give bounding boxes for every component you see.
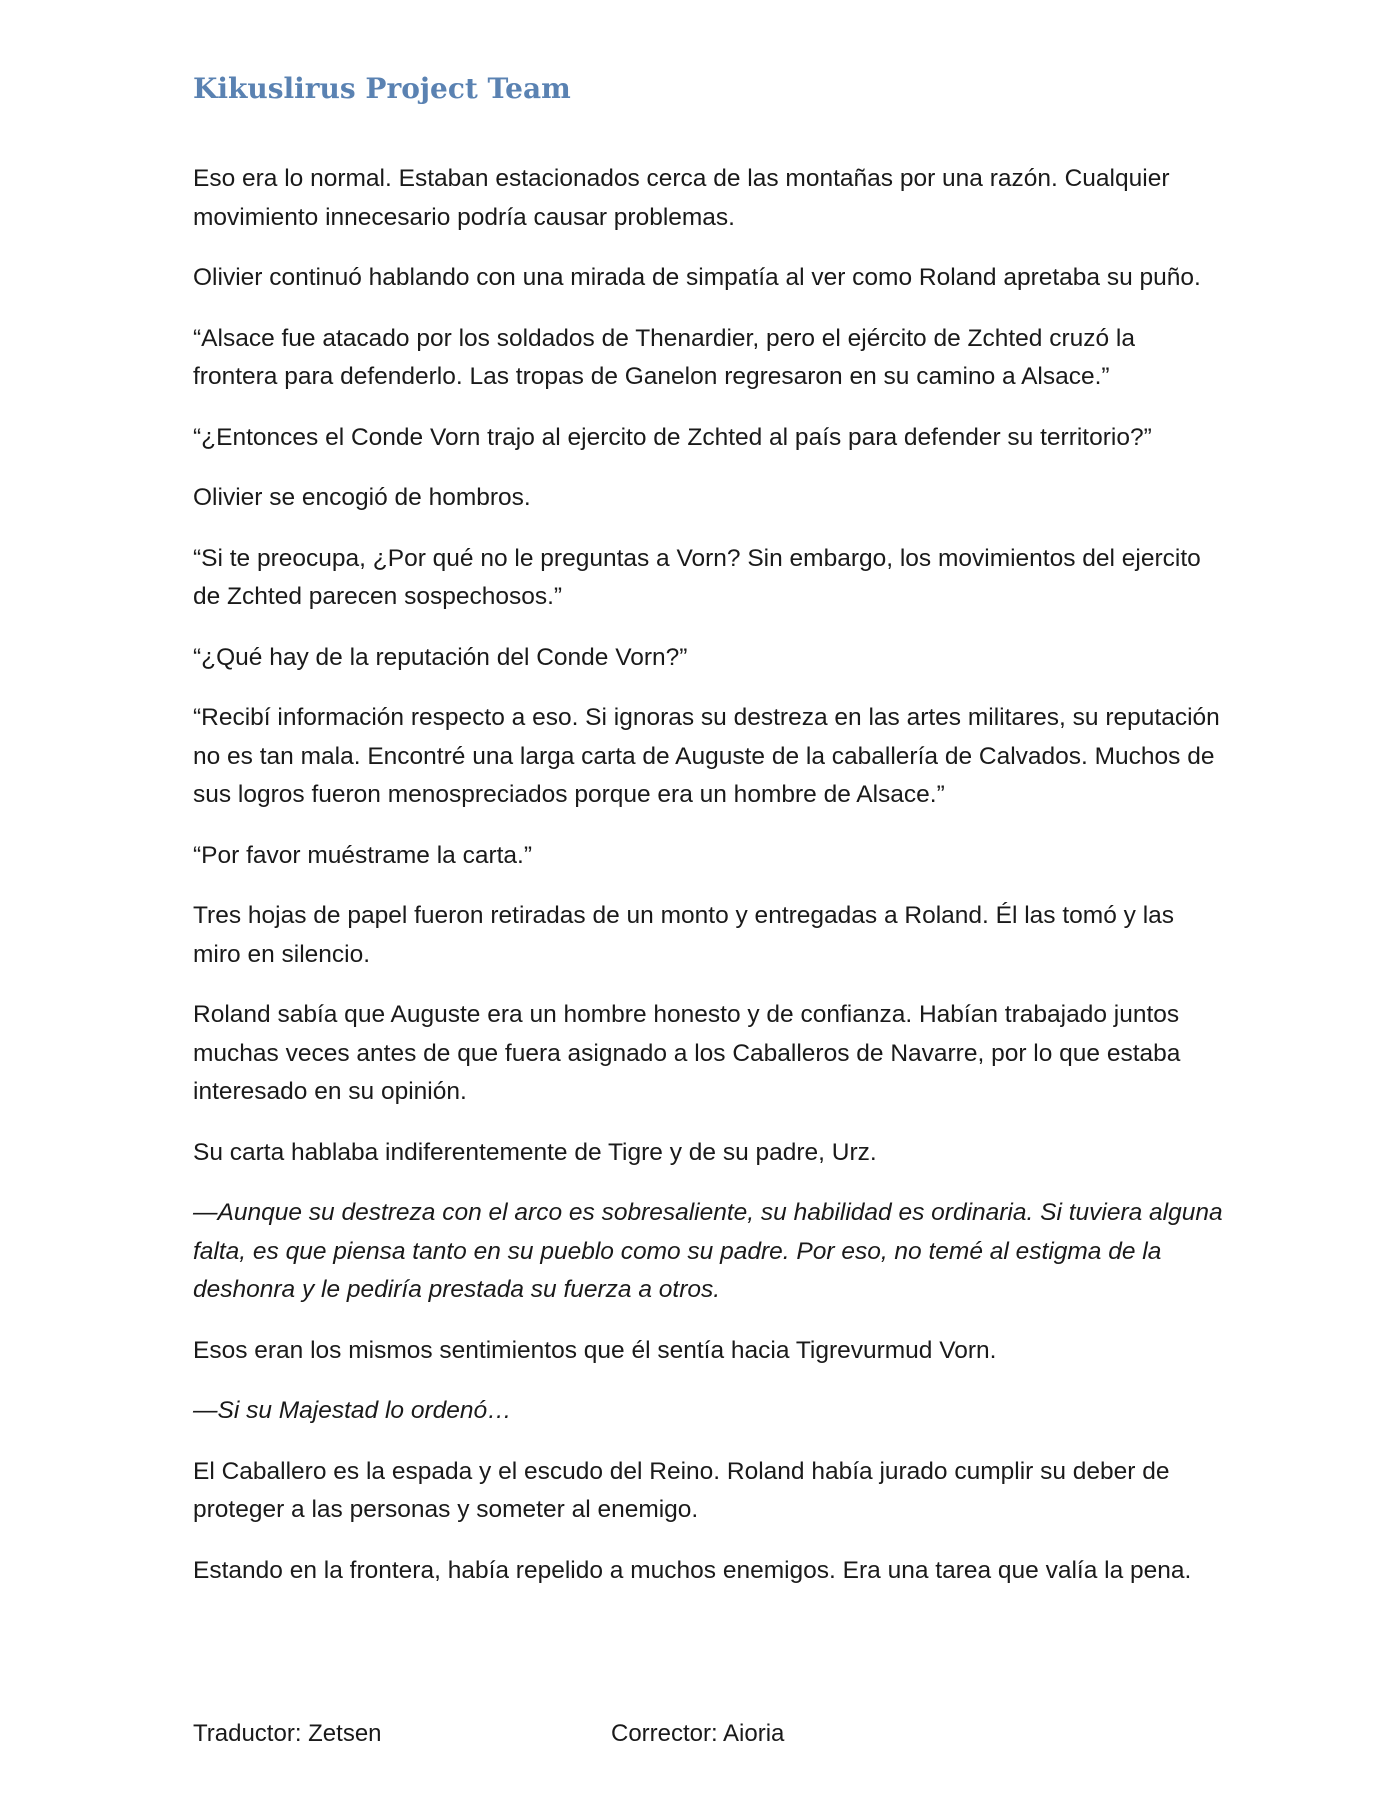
paragraph: El Caballero es la espada y el escudo del Reino. Roland había jurado cumplir su deber de proteger a las personas y someter al enemigo. <box>193 1457 1170 1523</box>
paragraph: Olivier se encogió de hombros. <box>193 484 531 511</box>
paragraph: Olivier continuó hablando con una mirada de simpatía al ver como Roland apretaba su puño. <box>193 264 1201 291</box>
paragraph: Eso era lo normal. Estaban estacionados cerca de las montañas por una razón. Cualquier movimiento innecesario podría causar problemas. <box>193 165 1170 231</box>
thought-paragraph: —Si su Majestad lo ordenó… <box>193 1397 512 1424</box>
body-text <box>193 160 1223 1612</box>
paragraph: “¿Qué hay de la reputación del Conde Vorn?” <box>193 643 688 671</box>
paragraph: “Recibí información respecto a eso. Si ignoras su destreza en las artes militares, su reputación no es tan mala. Encontré una larga carta de Auguste de la caballería de Calvados. Muchos de sus logros fueron menospreciados porque era un hombre de Alsace.” <box>193 704 1220 808</box>
paragraph: “Alsace fue atacado por los soldados de Thenardier, pero el ejército de Zchted cruzó la frontera para defenderlo. Las tropas de Ganelon regresaron en su camino a Alsace.” <box>193 324 1135 390</box>
paragraph: Tres hojas de papel fueron retiradas de un monto y entregadas a Roland. Él las tomó y las miro en silencio. <box>193 902 1175 968</box>
paragraph: Su carta hablaba indiferentemente de Tigre y de su padre, Urz. <box>193 1138 877 1166</box>
translator-credit: Traductor: Zetsen <box>193 1720 382 1747</box>
footer <box>193 1720 1223 1760</box>
paragraph: Roland sabía que Auguste era un hombre honesto y de confianza. Habían trabajado juntos muchas veces antes de que fuera asignado a los Caballeros de Navarre, por lo que estaba interesado en su opinión. <box>193 1001 1181 1105</box>
paragraph: Estando en la frontera, había repelido a muchos enemigos. Era una tarea que valía la pena. <box>193 1556 1192 1584</box>
letter-quote-paragraph: —Aunque su destreza con el arco es sobresaliente, su habilidad es ordinaria. Si tuviera alguna falta, es que piensa tanto en su pueblo como su padre. Por eso, no temé al estigma de la deshonra y le pediría prestada su fuerza a otros. <box>193 1199 1223 1303</box>
paragraph: “¿Entonces el Conde Vorn trajo al ejercito de Zchted al país para defender su territorio?” <box>193 423 1152 451</box>
header-title: Kikuslirus Project Team <box>193 72 571 105</box>
paragraph: “Por favor muéstrame la carta.” <box>193 841 533 869</box>
paragraph: “Si te preocupa, ¿Por qué no le preguntas a Vorn? Sin embargo, los movimientos del ejercito de Zchted parecen sospechosos.” <box>193 544 1201 610</box>
paragraph: Esos eran los mismos sentimientos que él sentía hacia Tigrevurmud Vorn. <box>193 1336 997 1364</box>
corrector-credit: Corrector: Aioria <box>611 1720 785 1747</box>
